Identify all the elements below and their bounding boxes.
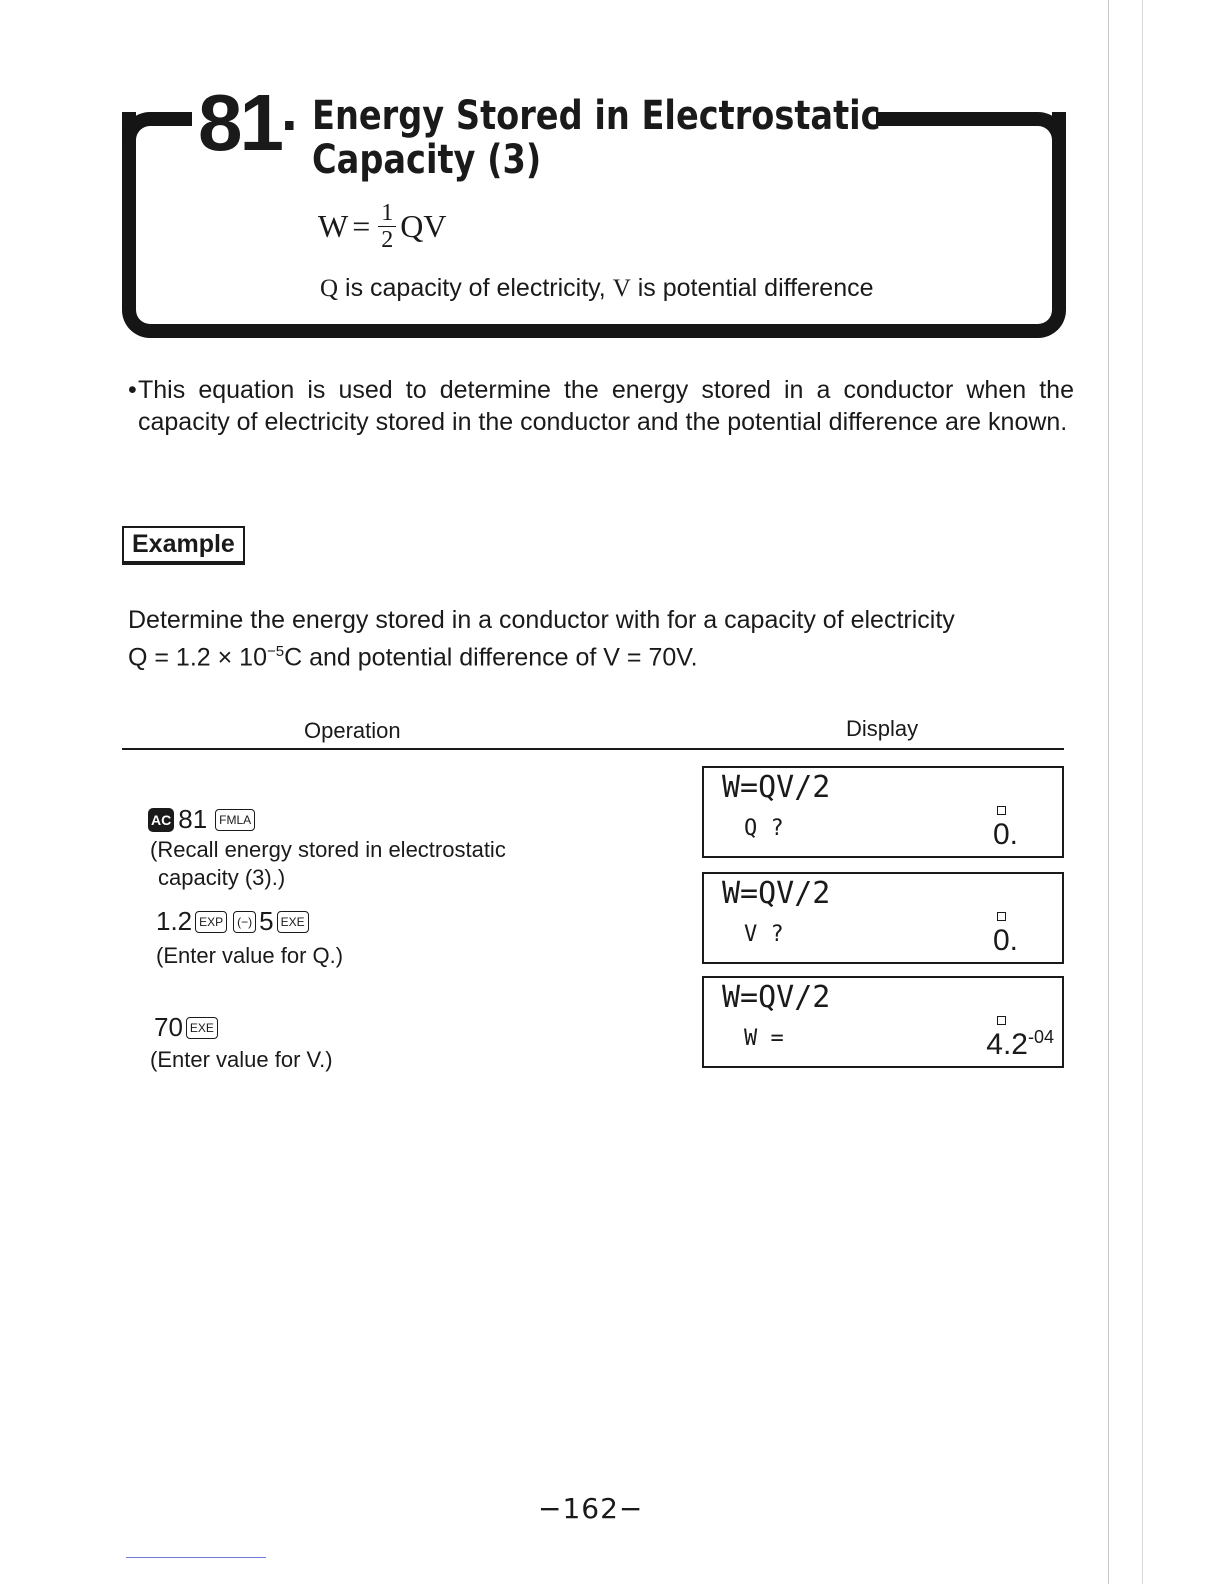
operation-input: 5 — [259, 906, 274, 936]
operation-step-1 — [148, 804, 258, 835]
problem-statement — [128, 604, 1070, 673]
description-text: This equation is used to determine the energy stored in a conductor when the capacity of electricity stored in the conductor and the potential difference are known. — [138, 376, 1074, 436]
display-prompt: V ? — [744, 922, 784, 947]
footer-rule — [126, 1557, 266, 1558]
display-formula: W=QV/2 — [722, 770, 831, 805]
section-title-line: Capacity (3) — [312, 137, 542, 183]
note-line: (Recall energy stored in electrostatic — [150, 837, 506, 862]
deg-indicator-icon — [997, 806, 1006, 815]
display-formula: W=QV/2 — [722, 980, 831, 1015]
display-value: $4.2^{-04}$ — [986, 1027, 1054, 1061]
symbol-v: V — [612, 275, 631, 302]
scan-edge-line — [1108, 0, 1109, 1584]
section-number: 81. — [198, 76, 295, 167]
display-prompt: W = — [744, 1026, 784, 1051]
operation-input: 1.2 — [156, 906, 193, 936]
section-title-line: Energy Stored in Electrostatic — [312, 93, 881, 139]
operation-input: 81 — [178, 804, 208, 834]
operation-note-1 — [150, 836, 506, 892]
problem-line: Determine the energy stored in a conductor with for a capacity of electricity — [128, 606, 955, 634]
ac-key-icon: AC — [148, 808, 174, 832]
note-text: is potential difference — [630, 274, 874, 302]
negative-key-icon: (−) — [233, 911, 256, 933]
exe-key-icon: EXE — [277, 911, 309, 933]
table-rule — [122, 748, 1064, 750]
calculator-display-3 — [702, 976, 1064, 1068]
operation-note-2: (Enter value for Q.) — [156, 943, 344, 968]
title-frame-corner-right — [876, 112, 1066, 152]
exe-key-icon: EXE — [186, 1017, 218, 1039]
column-header-display: Display — [846, 716, 919, 741]
title-frame-corner-left — [122, 112, 192, 152]
formula-numerator: 1 — [378, 200, 396, 227]
display-formula: W=QV/2 — [722, 876, 831, 911]
bullet-icon: • — [128, 376, 137, 404]
column-header-operation: Operation — [304, 718, 401, 743]
calculator-display-1 — [702, 766, 1064, 858]
formula — [318, 200, 446, 253]
operation-input: 70 — [154, 1012, 183, 1042]
note-text: is capacity of electricity, — [338, 274, 613, 302]
formula-note — [320, 274, 874, 303]
formula-denominator: 2 — [381, 227, 394, 253]
fmla-key-icon: FMLA — [215, 809, 255, 831]
scan-edge-line — [1142, 0, 1143, 1584]
deg-indicator-icon — [997, 912, 1006, 921]
calculator-display-2 — [702, 872, 1064, 964]
operation-note-3: (Enter value for V.) — [150, 1047, 333, 1072]
deg-indicator-icon — [997, 1016, 1006, 1025]
example-label: Example — [122, 526, 245, 565]
exp-key-icon: EXP — [195, 911, 227, 933]
formula-lhs: W — [318, 208, 349, 244]
note-line: capacity (3).) — [158, 865, 286, 890]
page-number: −162− — [538, 1492, 644, 1525]
operation-step-2 — [156, 906, 312, 937]
formula-equals: = — [352, 208, 371, 244]
section-title — [312, 94, 881, 182]
problem-line: $Q = 1.2 \times 10^{-5}C$ and potential difference of V = 70V. — [128, 643, 698, 672]
formula-fraction — [378, 200, 396, 253]
operation-step-3 — [154, 1012, 221, 1043]
description-paragraph — [128, 374, 1074, 438]
display-value: 0. — [992, 818, 1018, 851]
display-value: 0. — [992, 924, 1018, 957]
display-prompt: Q ? — [744, 816, 784, 841]
symbol-q: Q — [320, 275, 339, 302]
formula-rhs: QV — [400, 208, 447, 244]
